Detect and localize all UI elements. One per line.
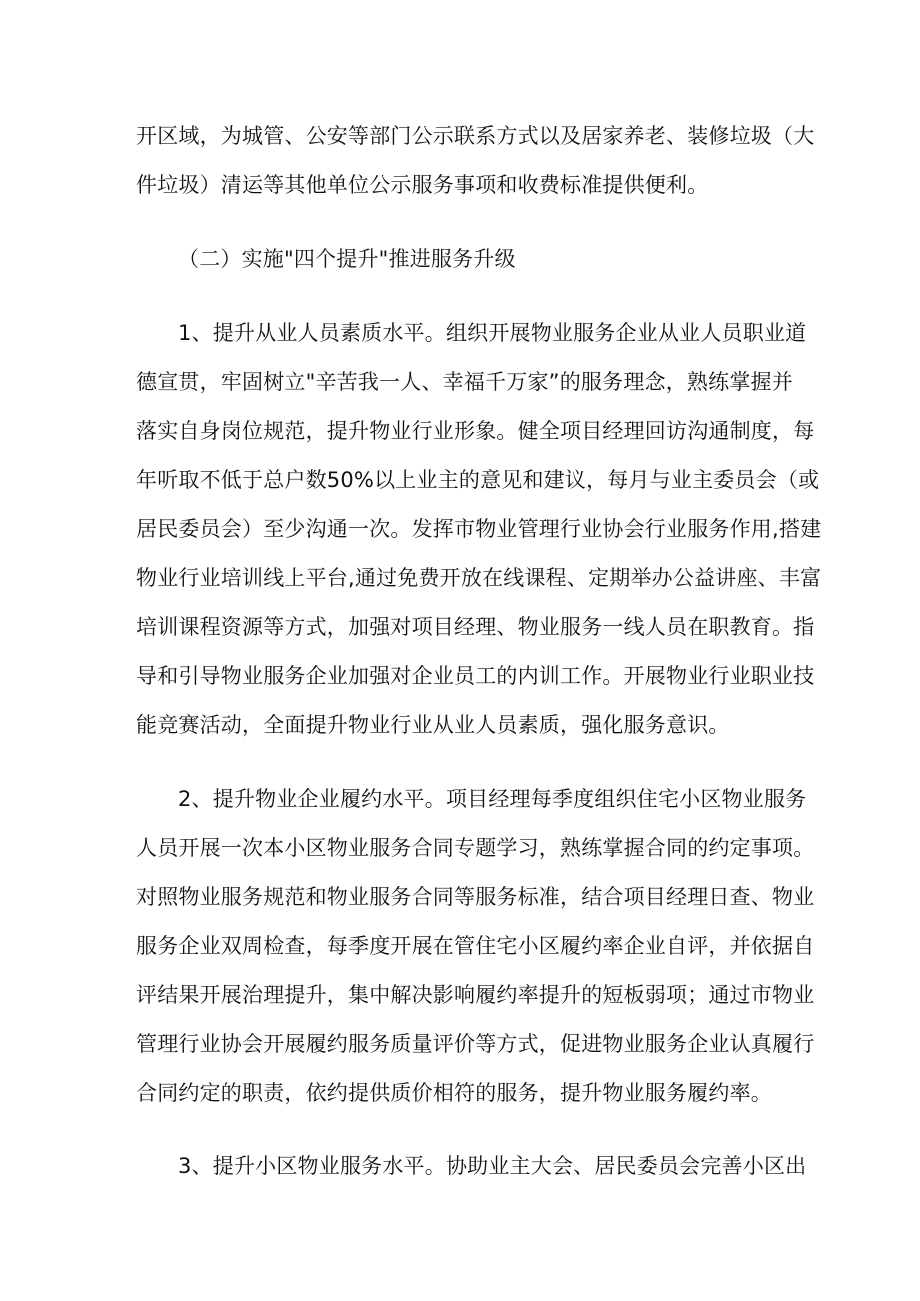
text-line: 开区域，为城管、公安等部门公示联系方式以及居家养老、装修垃圾（大 <box>136 124 815 148</box>
section-heading: （二）实施"四个提升"推进服务升级 <box>178 247 516 271</box>
text-line: 人员开展一次本小区物业服务合同专题学习，熟练掌握合同的约定事项。 <box>136 836 815 860</box>
text-line: 年听取不低于总户数50%以上业主的意见和建议，每月与业主委员会（或 <box>136 468 820 492</box>
paragraph-3-first-line: 3、提升小区物业服务水平。协助业主大会、居民委员会完善小区出 <box>178 1154 807 1178</box>
text-line: 评结果开展治理提升，集中解决影响履约率提升的短板弱项；通过市物业 <box>136 983 815 1007</box>
text-line: 合同约定的职责，依约提供质价相符的服务，提升物业服务履约率。 <box>136 1081 772 1105</box>
text-line: 德宣贯，牢固树立"辛苦我一人、幸福千万家”的服务理念，熟练掌握并 <box>136 370 793 394</box>
text-line: 能竞赛活动，全面提升物业行业从业人员素质，强化服务意识。 <box>136 713 730 737</box>
text-line: 培训课程资源等方式，加强对项目经理、物业服务一线人员在职教育。指 <box>136 615 815 639</box>
text-line: 对照物业服务规范和物业服务合同等服务标准，结合项目经理日查、物业 <box>136 885 815 909</box>
text-line: 落实自身岗位规范，提升物业行业形象。健全项目经理回访沟通制度，每 <box>136 419 815 443</box>
text-line: 件垃圾）清运等其他单位公示服务事项和收费标准提供便利。 <box>136 173 709 197</box>
text-line: 服务企业双周检查，每季度开展在管住宅小区履约率企业自评，并依据自 <box>136 934 815 958</box>
text-line: 物业行业培训线上平台,通过免费开放在线课程、定期举办公益讲座、丰富 <box>136 566 822 590</box>
text-line: 居民委员会）至少沟通一次。发挥市物业管理行业协会行业服务作用,搭建 <box>136 517 822 541</box>
text-line: 管理行业协会开展履约服务质量评价等方式，促进物业服务企业认真履行 <box>136 1032 815 1056</box>
text-line: 导和引导物业服务企业加强对企业员工的内训工作。开展物业行业职业技 <box>136 664 815 688</box>
paragraph-1-first-line: 1、提升从业人员素质水平。组织开展物业服务企业从业人员职业道 <box>178 321 807 345</box>
paragraph-2-first-line: 2、提升物业企业履约水平。项目经理每季度组织住宅小区物业服务 <box>178 787 807 811</box>
